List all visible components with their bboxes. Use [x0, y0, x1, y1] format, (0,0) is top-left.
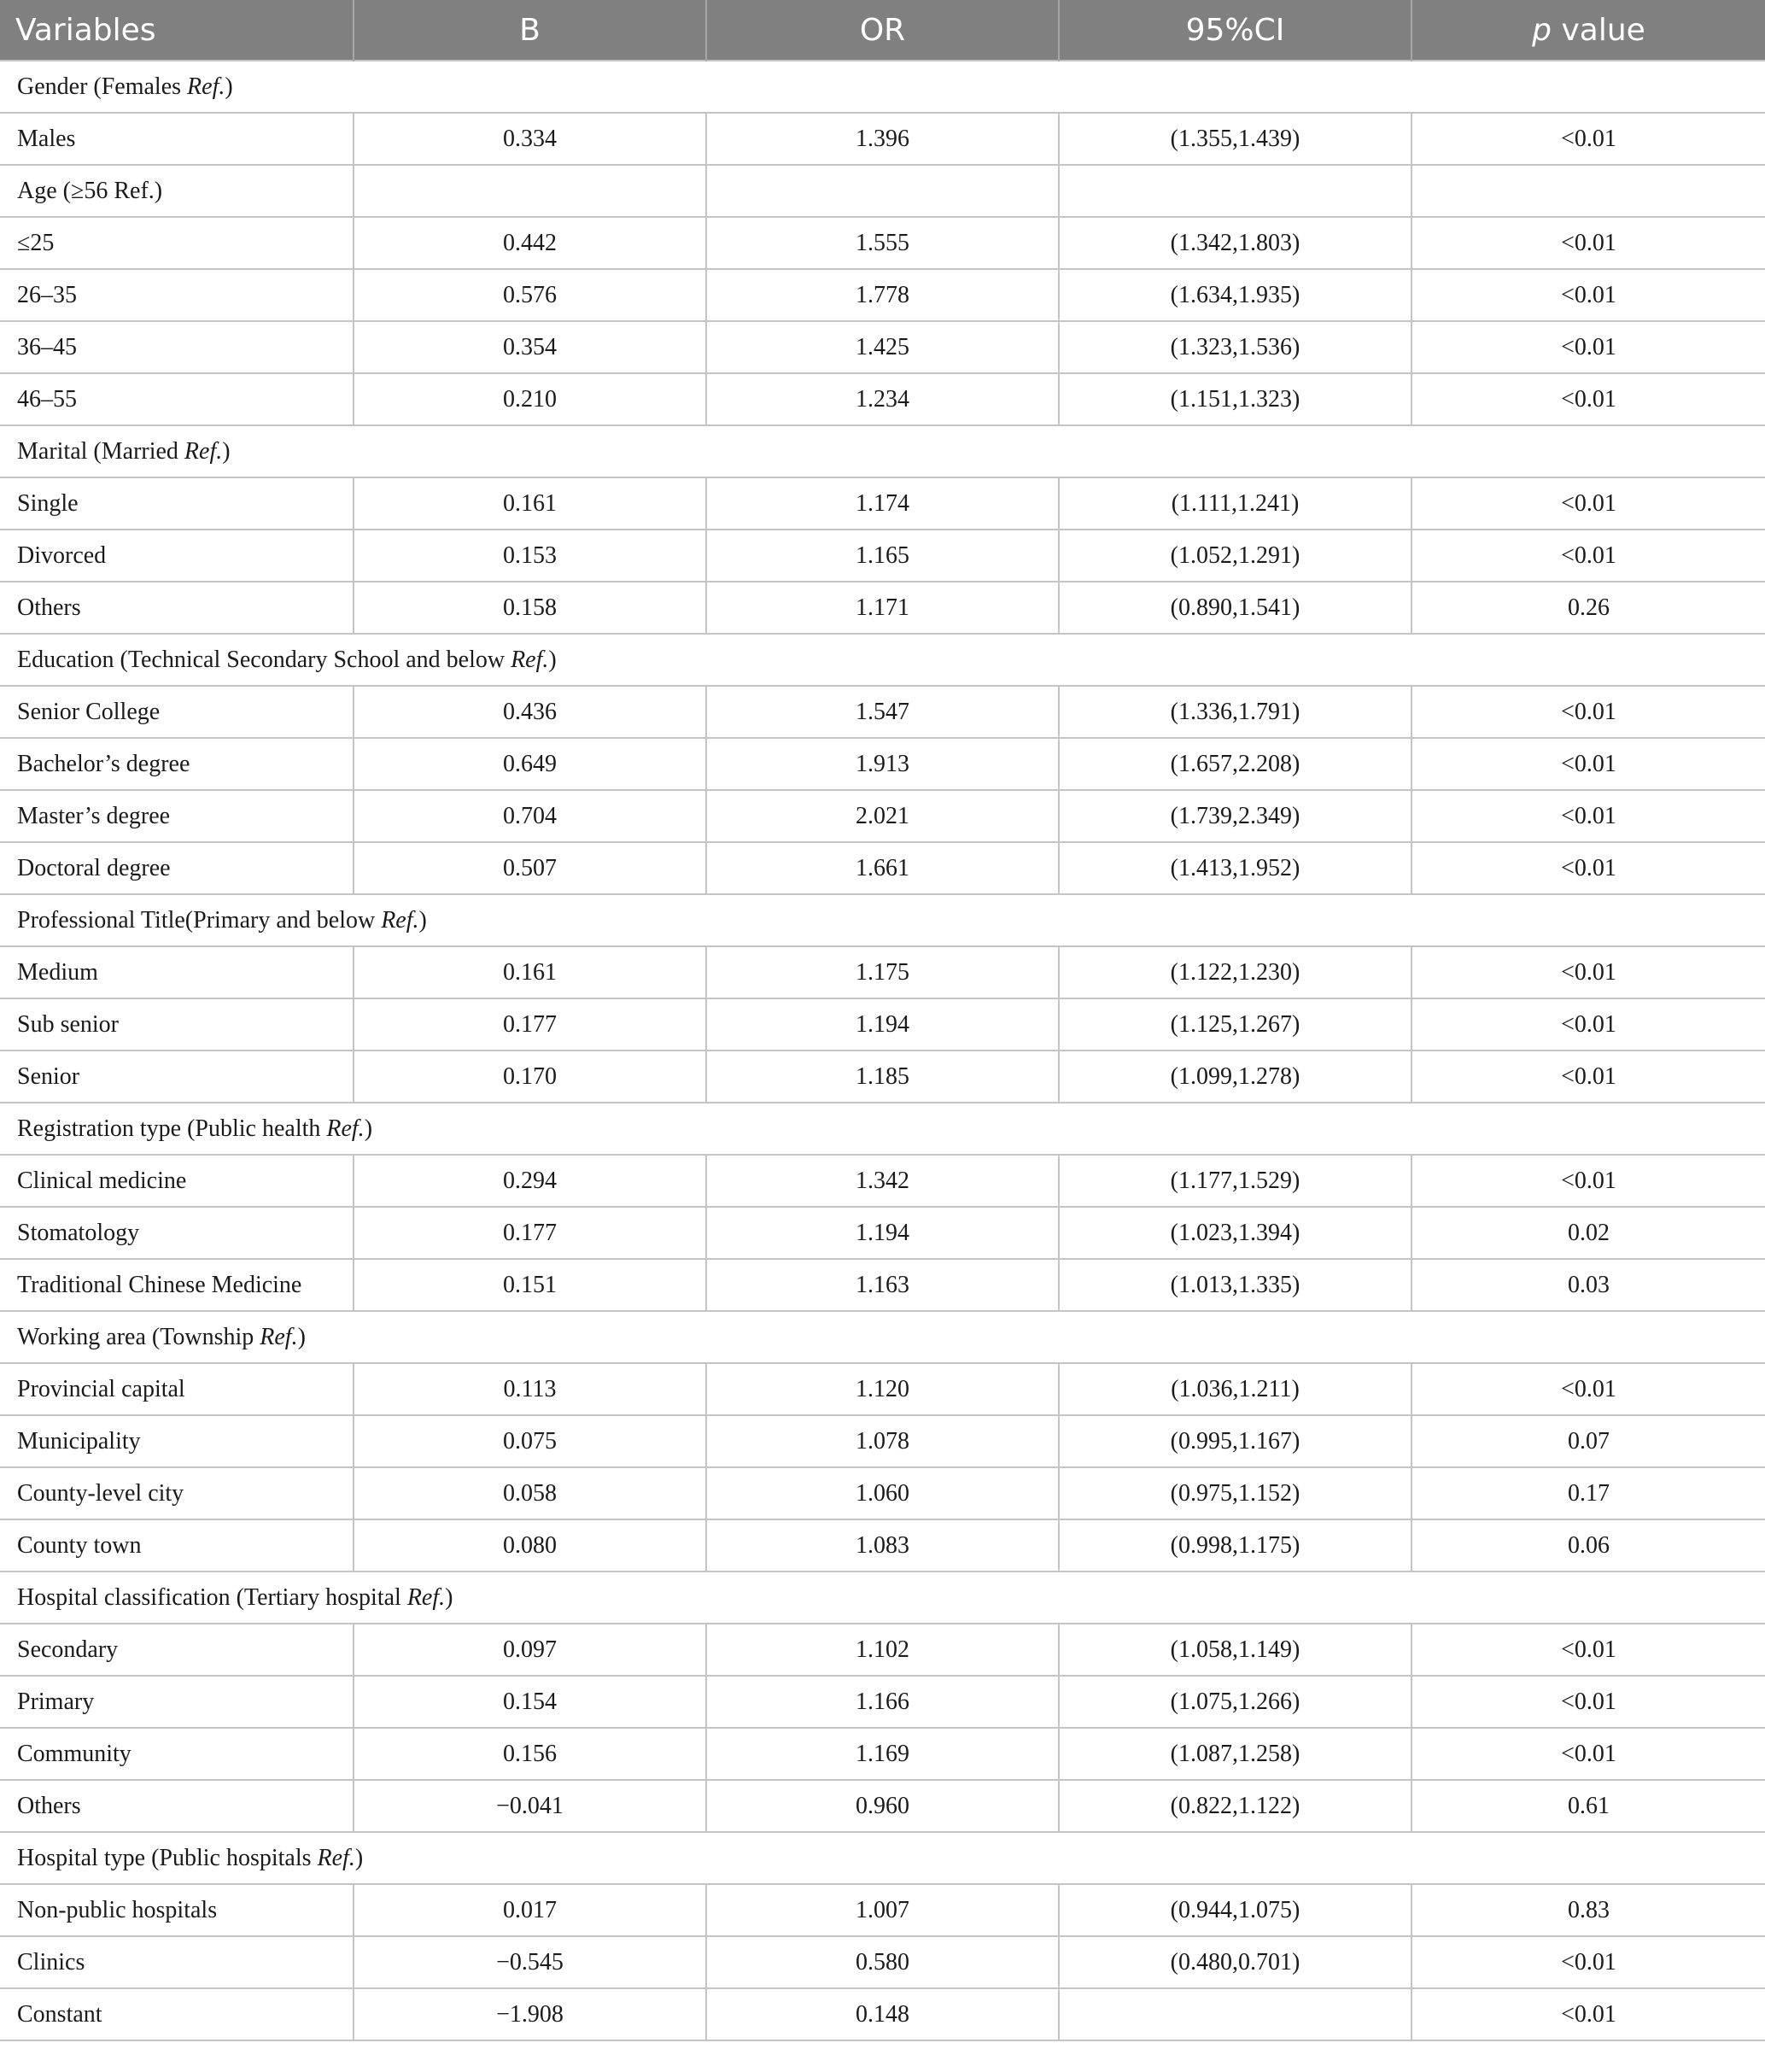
ci-cell: (1.036,1.211) — [1059, 1363, 1411, 1415]
variable-cell: Medium — [0, 946, 354, 998]
b-cell: 0.334 — [354, 113, 706, 165]
group-header-row — [0, 634, 1765, 686]
group-header-row — [0, 165, 1765, 217]
empty-cell — [354, 165, 706, 217]
ci-cell: (1.122,1.230) — [1059, 946, 1411, 998]
p-value-cell: 0.26 — [1411, 582, 1765, 634]
variable-cell: Others — [0, 582, 354, 634]
header-ci: 95%CI — [1059, 0, 1411, 61]
table-row — [0, 998, 1765, 1051]
or-cell: 1.163 — [706, 1259, 1059, 1311]
variable-cell: Constant — [0, 1988, 354, 2040]
header-p-italic: p — [1532, 12, 1552, 48]
table-row — [0, 1415, 1765, 1467]
b-cell: 0.058 — [354, 1467, 706, 1519]
reference-marker: Ref. — [184, 437, 223, 465]
variable-cell: County town — [0, 1519, 354, 1572]
or-cell: 1.175 — [706, 946, 1059, 998]
table-row — [0, 1259, 1765, 1311]
or-cell: 1.007 — [706, 1884, 1059, 1936]
group-label: Working area (Township — [17, 1323, 260, 1350]
table-row — [0, 269, 1765, 321]
reference-marker: Ref. — [317, 1844, 355, 1871]
variable-cell: ≤25 — [0, 217, 354, 269]
table-row — [0, 113, 1765, 165]
p-value-cell: 0.83 — [1411, 1884, 1765, 1936]
variable-cell: Non-public hospitals — [0, 1884, 354, 1936]
b-cell: 0.097 — [354, 1624, 706, 1676]
table-row — [0, 1624, 1765, 1676]
group-label-close: ) — [222, 437, 231, 465]
or-cell: 1.169 — [706, 1728, 1059, 1780]
group-label-cell — [0, 61, 1765, 113]
or-cell: 1.078 — [706, 1415, 1059, 1467]
ci-cell: (1.023,1.394) — [1059, 1207, 1411, 1259]
ci-cell: (0.944,1.075) — [1059, 1884, 1411, 1936]
b-cell: 0.080 — [354, 1519, 706, 1572]
table-row — [0, 477, 1765, 530]
or-cell: 1.194 — [706, 1207, 1059, 1259]
variable-cell: Community — [0, 1728, 354, 1780]
ci-cell: (0.995,1.167) — [1059, 1415, 1411, 1467]
reference-marker: Ref. — [406, 1583, 446, 1611]
group-header-row — [0, 1572, 1765, 1624]
table-row — [0, 738, 1765, 790]
or-cell: 1.778 — [706, 269, 1059, 321]
or-cell: 1.194 — [706, 998, 1059, 1051]
ci-cell: (1.058,1.149) — [1059, 1624, 1411, 1676]
table-row — [0, 1780, 1765, 1832]
ci-cell: (1.634,1.935) — [1059, 269, 1411, 321]
p-value-cell: <0.01 — [1411, 1676, 1765, 1728]
or-cell: 1.661 — [706, 842, 1059, 894]
group-label: Professional Title(Primary and below — [17, 906, 382, 934]
b-cell: 0.158 — [354, 582, 706, 634]
ci-cell: (1.413,1.952) — [1059, 842, 1411, 894]
variable-cell: 36–45 — [0, 321, 354, 373]
header-row — [0, 0, 1765, 61]
ci-cell: (1.657,2.208) — [1059, 738, 1411, 790]
ci-cell: (1.355,1.439) — [1059, 113, 1411, 165]
header-p-rest: value — [1552, 12, 1645, 48]
reference-marker: Ref. — [381, 906, 419, 934]
table-row — [0, 790, 1765, 842]
b-cell: 0.704 — [354, 790, 706, 842]
group-header-row — [0, 1832, 1765, 1884]
ci-cell — [1059, 1988, 1411, 2040]
b-cell: 0.161 — [354, 477, 706, 530]
b-cell: 0.177 — [354, 998, 706, 1051]
variable-cell: Provincial capital — [0, 1363, 354, 1415]
table-row — [0, 842, 1765, 894]
group-label: Registration type (Public health — [17, 1115, 327, 1142]
ci-cell: (1.739,2.349) — [1059, 790, 1411, 842]
p-value-cell: <0.01 — [1411, 738, 1765, 790]
group-label-close: ) — [548, 646, 557, 673]
b-cell: 0.649 — [354, 738, 706, 790]
reference-marker: Ref. — [187, 73, 225, 100]
b-cell: 0.161 — [354, 946, 706, 998]
header-b: B — [354, 0, 706, 61]
or-cell: 1.185 — [706, 1051, 1059, 1103]
ci-cell: (1.013,1.335) — [1059, 1259, 1411, 1311]
p-value-cell: 0.07 — [1411, 1415, 1765, 1467]
header-variables: Variables — [0, 0, 354, 61]
or-cell: 1.913 — [706, 738, 1059, 790]
group-label: Marital (Married — [17, 437, 184, 465]
table-row — [0, 217, 1765, 269]
variable-cell: Divorced — [0, 530, 354, 582]
group-label: Education (Technical Secondary School and below — [17, 646, 511, 673]
table-row — [0, 1728, 1765, 1780]
p-value-cell: 0.61 — [1411, 1780, 1765, 1832]
b-cell: 0.576 — [354, 269, 706, 321]
group-label-cell — [0, 425, 1765, 477]
group-label-cell — [0, 1832, 1765, 1884]
or-cell: 1.165 — [706, 530, 1059, 582]
b-cell: 0.156 — [354, 1728, 706, 1780]
variable-cell: Primary — [0, 1676, 354, 1728]
variable-cell: 26–35 — [0, 269, 354, 321]
p-value-cell: <0.01 — [1411, 1936, 1765, 1988]
ci-cell: (0.890,1.541) — [1059, 582, 1411, 634]
variable-cell: Senior — [0, 1051, 354, 1103]
variable-cell: Traditional Chinese Medicine — [0, 1259, 354, 1311]
group-label-close: ) — [364, 1115, 373, 1142]
table-row — [0, 373, 1765, 425]
p-value-cell: <0.01 — [1411, 217, 1765, 269]
group-header-row — [0, 1103, 1765, 1155]
ci-cell: (1.052,1.291) — [1059, 530, 1411, 582]
b-cell: 0.442 — [354, 217, 706, 269]
or-cell: 1.120 — [706, 1363, 1059, 1415]
ci-cell: (1.075,1.266) — [1059, 1676, 1411, 1728]
table-row — [0, 582, 1765, 634]
table-row — [0, 946, 1765, 998]
table-row — [0, 1936, 1765, 1988]
table-row — [0, 321, 1765, 373]
ci-cell: (1.151,1.323) — [1059, 373, 1411, 425]
or-cell: 1.102 — [706, 1624, 1059, 1676]
group-header-row — [0, 425, 1765, 477]
b-cell: 0.170 — [354, 1051, 706, 1103]
empty-cell — [1059, 165, 1411, 217]
p-value-cell: <0.01 — [1411, 998, 1765, 1051]
group-label: Gender (Females — [17, 73, 188, 100]
b-cell: 0.151 — [354, 1259, 706, 1311]
p-value-cell: 0.06 — [1411, 1519, 1765, 1572]
variable-cell: Clinical medicine — [0, 1155, 354, 1207]
or-cell: 1.396 — [706, 113, 1059, 165]
group-label: Hospital classification (Tertiary hospital — [17, 1583, 407, 1611]
b-cell: 0.436 — [354, 686, 706, 738]
or-cell: 1.174 — [706, 477, 1059, 530]
or-cell: 1.555 — [706, 217, 1059, 269]
group-label-close: ) — [354, 1844, 364, 1871]
variable-cell: Municipality — [0, 1415, 354, 1467]
reference-marker: Ref. — [511, 646, 549, 673]
variable-cell: Clinics — [0, 1936, 354, 1988]
reference-marker: Ref. — [260, 1323, 298, 1350]
group-label-cell — [0, 634, 1765, 686]
empty-cell — [1411, 165, 1765, 217]
ci-cell: (1.125,1.267) — [1059, 998, 1411, 1051]
p-value-cell: <0.01 — [1411, 1728, 1765, 1780]
table-body — [0, 61, 1765, 2040]
ci-cell: (1.323,1.536) — [1059, 321, 1411, 373]
group-label-close: ) — [418, 906, 427, 934]
b-cell: 0.354 — [354, 321, 706, 373]
b-cell: −1.908 — [354, 1988, 706, 2040]
header-or: OR — [706, 0, 1059, 61]
or-cell: 1.060 — [706, 1467, 1059, 1519]
table-row — [0, 1207, 1765, 1259]
group-label-cell — [0, 1572, 1765, 1624]
table-row — [0, 1467, 1765, 1519]
table-row — [0, 1519, 1765, 1572]
ci-cell: (1.087,1.258) — [1059, 1728, 1411, 1780]
p-value-cell: <0.01 — [1411, 1155, 1765, 1207]
b-cell: 0.113 — [354, 1363, 706, 1415]
table-row — [0, 1988, 1765, 2040]
variable-cell: Master’s degree — [0, 790, 354, 842]
group-label-cell — [0, 165, 354, 217]
group-header-row — [0, 61, 1765, 113]
ci-cell: (0.822,1.122) — [1059, 1780, 1411, 1832]
table-row — [0, 686, 1765, 738]
variable-cell: Stomatology — [0, 1207, 354, 1259]
p-value-cell: <0.01 — [1411, 1051, 1765, 1103]
or-cell: 2.021 — [706, 790, 1059, 842]
table-row — [0, 1363, 1765, 1415]
or-cell: 0.148 — [706, 1988, 1059, 2040]
b-cell: 0.294 — [354, 1155, 706, 1207]
variable-cell: Doctoral degree — [0, 842, 354, 894]
group-header-row — [0, 1311, 1765, 1363]
table-header — [0, 0, 1765, 61]
variable-cell: Sub senior — [0, 998, 354, 1051]
p-value-cell: <0.01 — [1411, 113, 1765, 165]
group-label-cell — [0, 1103, 1765, 1155]
variable-cell: County-level city — [0, 1467, 354, 1519]
group-label-close: ) — [297, 1323, 306, 1350]
b-cell: 0.210 — [354, 373, 706, 425]
ci-cell: (1.342,1.803) — [1059, 217, 1411, 269]
p-value-cell: <0.01 — [1411, 946, 1765, 998]
table-row — [0, 1676, 1765, 1728]
ci-cell: (1.177,1.529) — [1059, 1155, 1411, 1207]
p-value-cell: <0.01 — [1411, 1988, 1765, 2040]
p-value-cell: <0.01 — [1411, 269, 1765, 321]
or-cell: 1.083 — [706, 1519, 1059, 1572]
p-value-cell: <0.01 — [1411, 530, 1765, 582]
empty-cell — [706, 165, 1059, 217]
variable-cell: Single — [0, 477, 354, 530]
b-cell: 0.177 — [354, 1207, 706, 1259]
p-value-cell: 0.03 — [1411, 1259, 1765, 1311]
p-value-cell: 0.02 — [1411, 1207, 1765, 1259]
table-row — [0, 1155, 1765, 1207]
ci-cell: (1.099,1.278) — [1059, 1051, 1411, 1103]
or-cell: 1.166 — [706, 1676, 1059, 1728]
variable-cell: Males — [0, 113, 354, 165]
or-cell: 1.234 — [706, 373, 1059, 425]
p-value-cell: <0.01 — [1411, 1624, 1765, 1676]
ci-cell: (1.111,1.241) — [1059, 477, 1411, 530]
variable-cell: Secondary — [0, 1624, 354, 1676]
or-cell: 1.171 — [706, 582, 1059, 634]
b-cell: 0.153 — [354, 530, 706, 582]
ci-cell: (0.998,1.175) — [1059, 1519, 1411, 1572]
group-label-cell — [0, 894, 1765, 946]
group-label-close: ) — [225, 73, 233, 100]
p-value-cell: <0.01 — [1411, 790, 1765, 842]
or-cell: 1.547 — [706, 686, 1059, 738]
b-cell: 0.154 — [354, 1676, 706, 1728]
table-row — [0, 1884, 1765, 1936]
p-value-cell: <0.01 — [1411, 321, 1765, 373]
ci-cell: (0.975,1.152) — [1059, 1467, 1411, 1519]
p-value-cell: <0.01 — [1411, 373, 1765, 425]
group-label-cell — [0, 1311, 1765, 1363]
table-row — [0, 530, 1765, 582]
or-cell: 1.342 — [706, 1155, 1059, 1207]
ci-cell: (1.336,1.791) — [1059, 686, 1411, 738]
group-label-close: ) — [445, 1583, 453, 1611]
variable-cell: Senior College — [0, 686, 354, 738]
variable-cell: Others — [0, 1780, 354, 1832]
p-value-cell: <0.01 — [1411, 477, 1765, 530]
table-row — [0, 1051, 1765, 1103]
or-cell: 0.580 — [706, 1936, 1059, 1988]
variable-cell: Bachelor’s degree — [0, 738, 354, 790]
or-cell: 1.425 — [706, 321, 1059, 373]
p-value-cell: 0.17 — [1411, 1467, 1765, 1519]
p-value-cell: <0.01 — [1411, 1363, 1765, 1415]
group-header-row — [0, 894, 1765, 946]
b-cell: −0.041 — [354, 1780, 706, 1832]
variable-cell: 46–55 — [0, 373, 354, 425]
group-label: Age (≥56 Ref.) — [17, 177, 163, 204]
p-value-cell: <0.01 — [1411, 686, 1765, 738]
or-cell: 0.960 — [706, 1780, 1059, 1832]
header-p-value — [1411, 0, 1765, 61]
b-cell: 0.017 — [354, 1884, 706, 1936]
reference-marker: Ref. — [326, 1115, 365, 1142]
group-label: Hospital type (Public hospitals — [17, 1844, 318, 1871]
b-cell: −0.545 — [354, 1936, 706, 1988]
b-cell: 0.507 — [354, 842, 706, 894]
ci-cell: (0.480,0.701) — [1059, 1936, 1411, 1988]
b-cell: 0.075 — [354, 1415, 706, 1467]
p-value-cell: <0.01 — [1411, 842, 1765, 894]
